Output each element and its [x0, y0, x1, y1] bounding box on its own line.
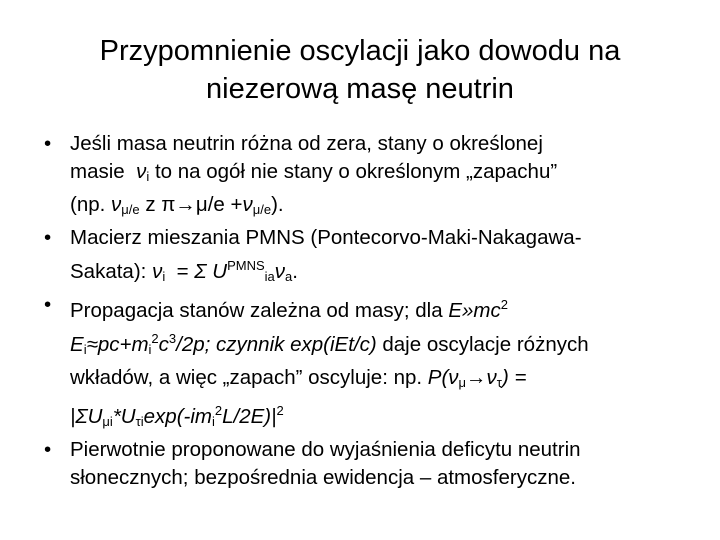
bullet-1-text-c6: ). [271, 193, 284, 216]
subscript-mu-e: μ/e [252, 202, 272, 217]
superscript-2: 2 [214, 403, 223, 418]
sigma-symbol: Σ [194, 260, 207, 283]
bullet-3-formula-d8: L/2E)| [222, 405, 277, 428]
bullet-3-text-a1: Propagacja stanów zależna od masy; dla [70, 299, 443, 322]
bullet-3 [44, 291, 694, 436]
subscript-i: i [211, 414, 215, 429]
subscript-tau: τ [496, 375, 502, 390]
superscript-2: 2 [151, 331, 159, 346]
nu-symbol: ν [274, 260, 286, 283]
superscript-2: 2 [500, 297, 508, 312]
bullet-3-formula-b2: ≈pc+m [86, 333, 149, 356]
bullet-4 [44, 436, 694, 492]
bullet-3-formula-c8: ) = [501, 366, 527, 389]
bullet-3-formula-exp: exp(iEt/c) [290, 333, 377, 356]
bullet-3-text-c1: wkładów, a więc „zapach” oscyluje: np. [70, 366, 423, 389]
bullet-2-text-a: Macierz mieszania PMNS (Pontecorvo-Maki-Nakagawa- [70, 226, 582, 249]
subscript-mu-i: μi [102, 414, 113, 429]
superscript-2: 2 [276, 403, 284, 418]
arrow: → [466, 366, 487, 389]
subscript-ia: ia [264, 269, 275, 284]
bullet-marker: • [44, 438, 52, 461]
bullet-3-formula-b4: /2p; czynnik [176, 333, 285, 356]
bullet-3-formula-a2: E»mc [448, 299, 501, 322]
bullet-2 [44, 224, 694, 291]
bullet-1-text-c3: z [145, 193, 156, 216]
bullet-3-formula-p: P( [427, 366, 449, 389]
bullet-1-text-c4: π→μ/e + [161, 193, 243, 216]
subscript-i: i [146, 169, 150, 184]
bullet-1-text-b2: to na ogół nie stany o określonym „zapachu” [154, 160, 558, 183]
nu-symbol: ν [242, 193, 253, 216]
bullet-3-formula-d3: *U [112, 405, 136, 428]
bullet-3-formula-d1: |ΣU [70, 405, 103, 428]
equals-sign: = [176, 260, 189, 283]
bullet-3-formula-c: c [158, 333, 169, 356]
subscript-i: i [148, 342, 152, 357]
superscript-pmns: PMNS [227, 258, 265, 273]
period: . [292, 260, 298, 283]
slide-title [40, 32, 680, 108]
bullet-4-text-a: Pierwotnie proponowane do wyjaśnienia deficytu neutrin [70, 438, 581, 461]
subscript-tau-i: τi [135, 414, 144, 429]
bullet-3-formula-e: E [70, 333, 84, 356]
subscript-mu: μ [458, 375, 467, 390]
title-line-2: niezerową masę neutrin [206, 73, 514, 105]
nu-symbol: ν [136, 160, 147, 183]
bullet-1-text-b1: masie [70, 160, 125, 183]
superscript-3: 3 [168, 331, 177, 346]
bullet-1-text-a: Jeśli masa neutrin różna od zera, stany o określonej [70, 132, 543, 155]
nu-symbol: ν [448, 366, 459, 389]
subscript-mu-e: μ/e [121, 202, 140, 217]
subscript-a: a [285, 269, 293, 284]
bullet-1-text-c1: (np. [70, 193, 106, 216]
bullet-marker: • [44, 132, 52, 155]
bullet-3-formula-d5: exp(-im [143, 405, 212, 428]
bullet-marker: • [44, 293, 52, 316]
nu-symbol: ν [111, 193, 122, 216]
u-symbol: U [212, 260, 228, 283]
bullet-list [44, 130, 694, 492]
nu-symbol: ν [486, 366, 497, 389]
subscript-i: i [162, 269, 166, 284]
title-line-1: Przypomnienie oscylacji jako dowodu na [99, 35, 621, 67]
subscript-i: i [83, 342, 87, 357]
bullet-1 [44, 130, 694, 224]
bullet-4-text-b: słonecznych; bezpośrednia ewidencja – atmosferyczne. [70, 466, 576, 489]
bullet-marker: • [44, 226, 52, 249]
bullet-2-text-b1: Sakata): [70, 260, 147, 283]
nu-symbol: ν [152, 260, 163, 283]
bullet-3-text-b6: daje oscylacje różnych [382, 333, 589, 356]
